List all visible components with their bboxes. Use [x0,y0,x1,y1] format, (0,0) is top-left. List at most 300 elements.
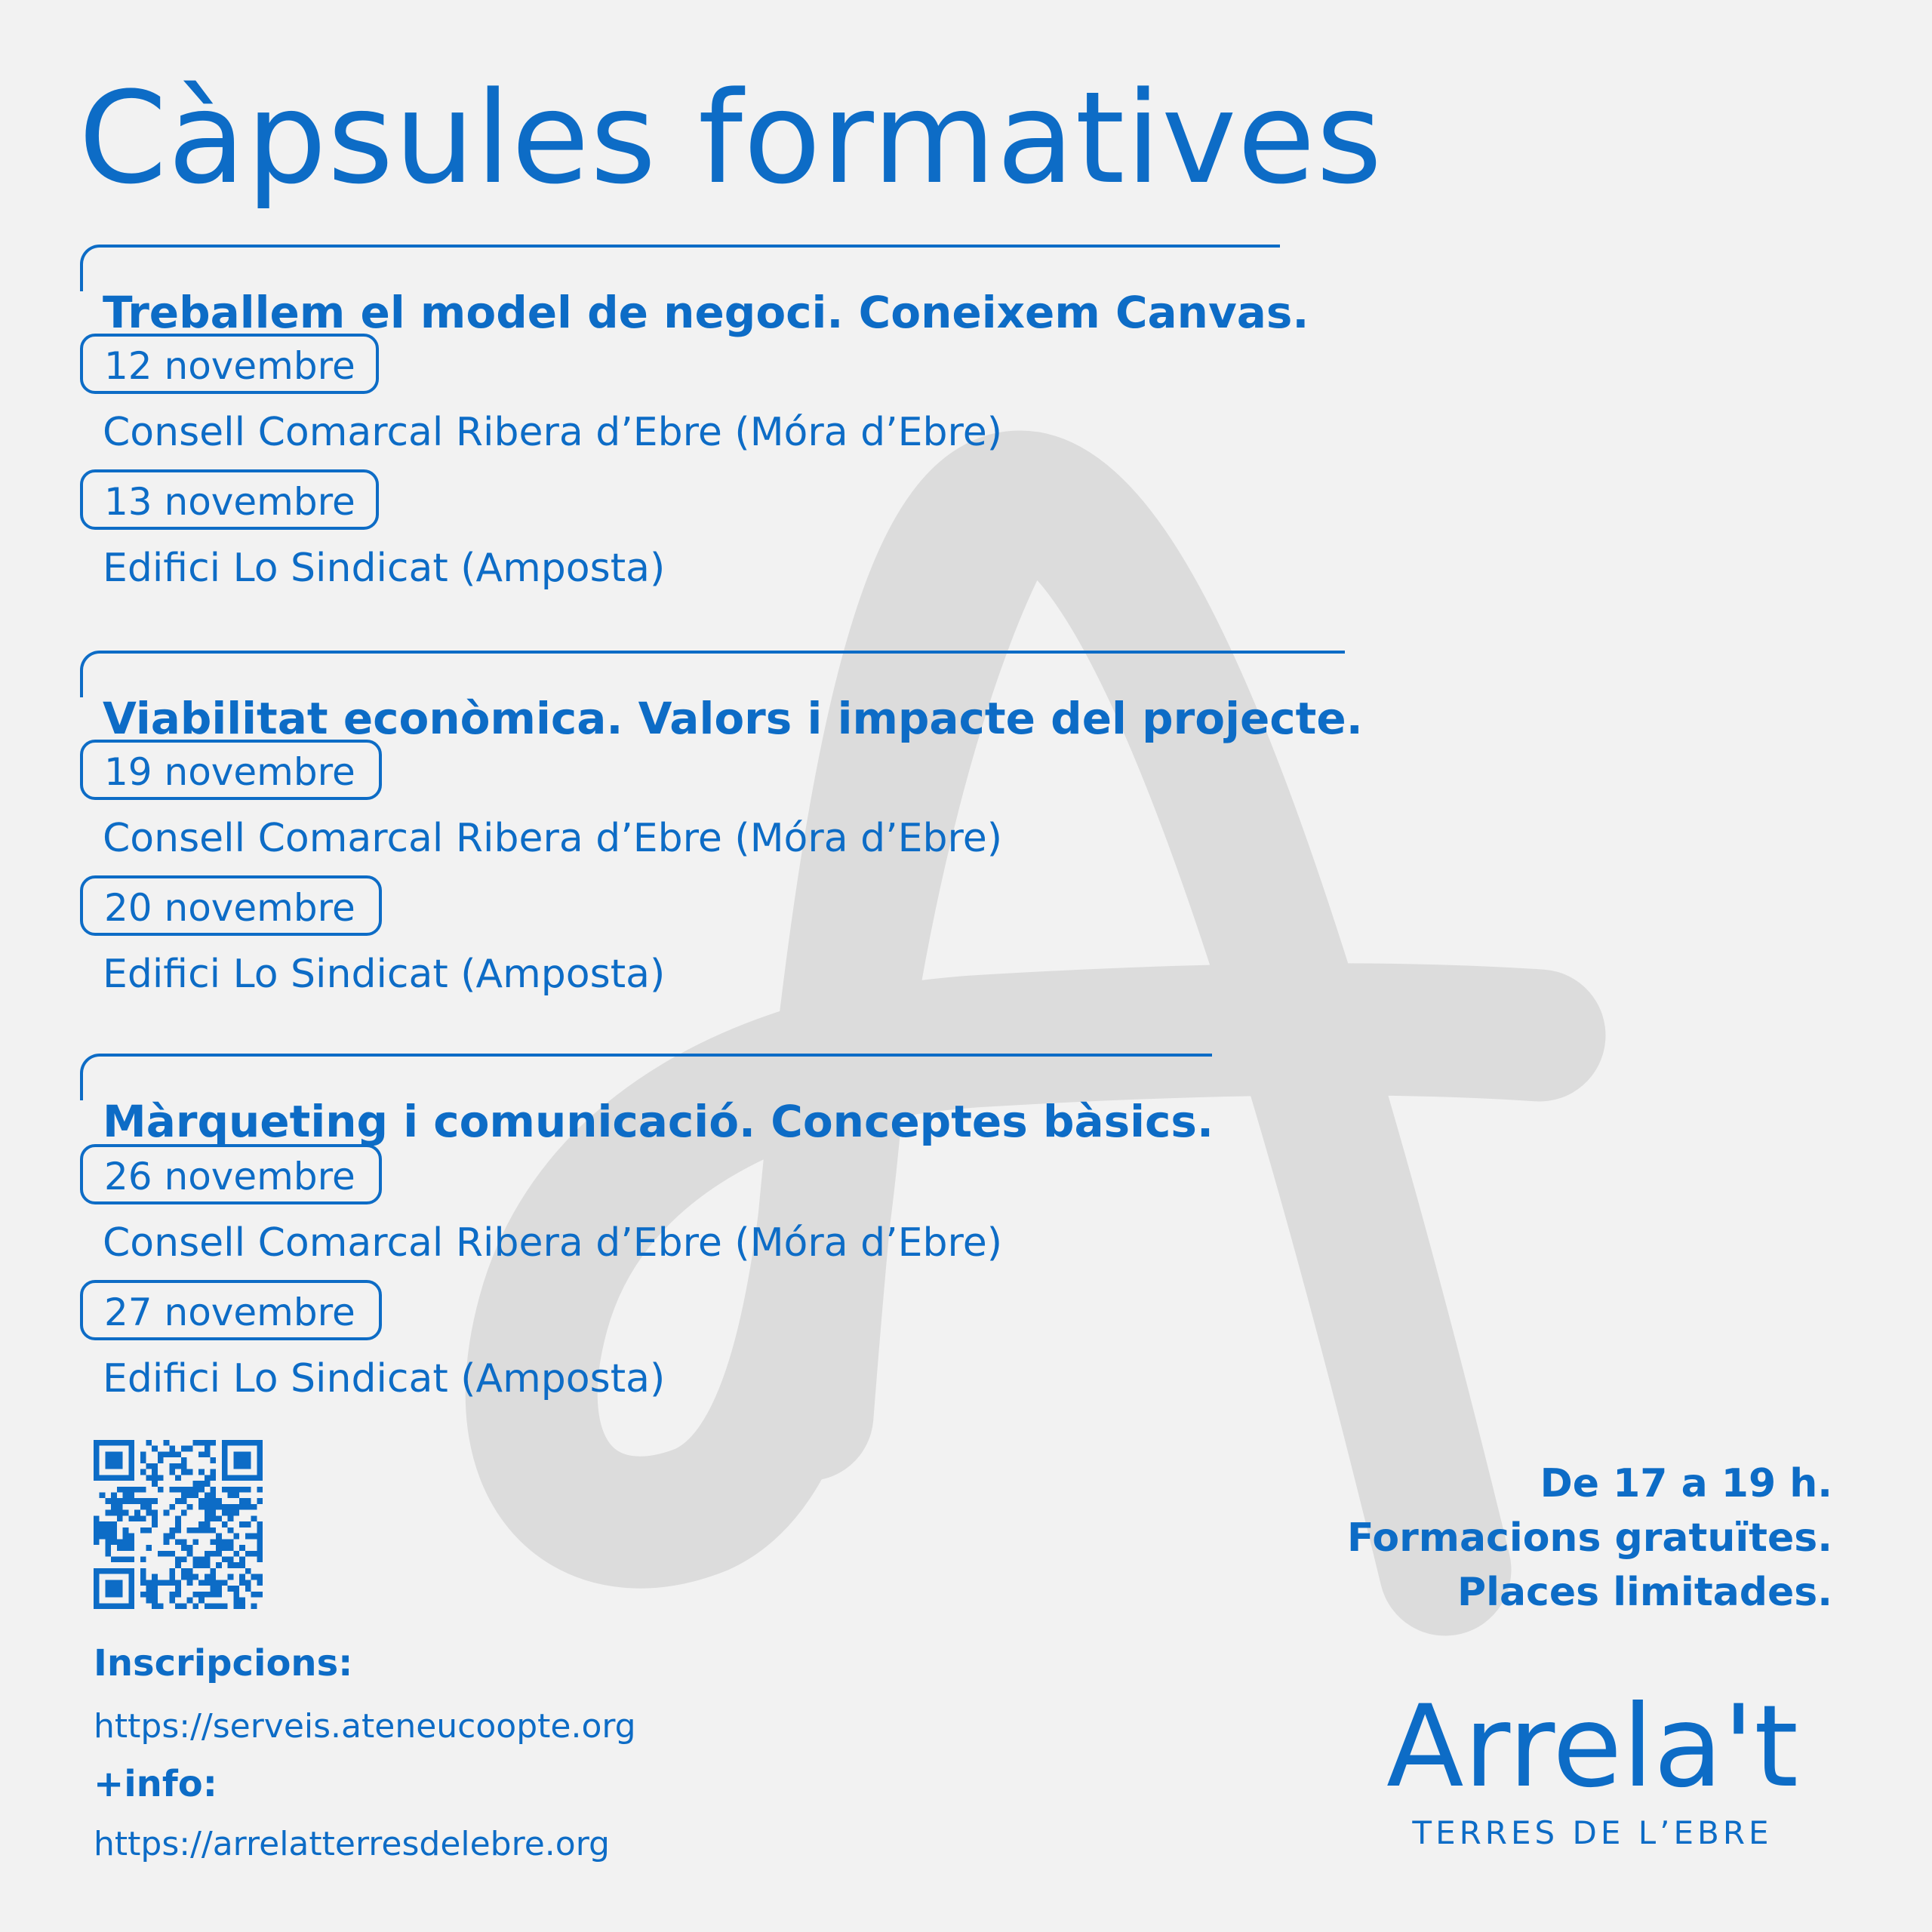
qr-module [257,1475,263,1481]
qr-module [233,1440,239,1446]
qr-module [198,1562,205,1568]
qr-module [192,1440,198,1446]
qr-module [198,1440,205,1446]
qr-module [228,1440,234,1446]
qr-module [222,1457,228,1463]
qr-module [94,1515,100,1521]
qr-module [175,1475,181,1481]
session-title: Viabilitat econòmica. Valors i impacte del projecte. [103,693,1363,744]
qr-module [123,1603,129,1609]
qr-module [239,1440,245,1446]
qr-module [140,1574,146,1580]
qr-module [181,1556,187,1562]
qr-module [146,1598,152,1604]
qr-module [158,1451,164,1457]
qr-module [175,1498,181,1504]
qr-module [205,1451,211,1457]
qr-module [192,1487,198,1493]
qr-module [228,1574,234,1580]
qr-module [205,1562,211,1568]
qr-module [245,1440,251,1446]
qr-module [245,1586,251,1592]
qr-module [210,1603,216,1609]
qr-module [257,1440,263,1446]
qr-module [257,1539,263,1545]
qr-module [111,1580,117,1586]
qr-module [111,1451,117,1457]
qr-module [239,1487,245,1493]
qr-module [257,1463,263,1469]
qr-module [210,1475,216,1481]
qr-module [134,1487,140,1493]
qr-module [152,1498,158,1504]
qr-module [105,1475,111,1481]
qr-module [239,1598,245,1604]
qr-module [128,1534,134,1540]
places-text: Places limitades. [1457,1570,1832,1615]
qr-module [192,1539,198,1545]
qr-module [216,1592,222,1598]
qr-module [257,1574,263,1580]
qr-module [175,1580,181,1586]
qr-module [146,1586,152,1592]
qr-module [169,1580,175,1586]
qr-module [205,1440,211,1446]
qr-module [146,1463,152,1469]
qr-module [205,1498,211,1504]
qr-module [198,1521,205,1527]
qr-module [233,1504,239,1510]
qr-module [111,1493,117,1499]
qr-module [257,1498,263,1504]
qr-module [205,1527,211,1534]
qr-module [123,1545,129,1551]
qr-module [152,1469,158,1475]
qr-module [100,1521,106,1527]
qr-module [205,1510,211,1516]
qr-module [175,1521,181,1527]
qr-module [198,1504,205,1510]
brand-name: Arrela't [1386,1689,1798,1813]
qr-module [205,1551,211,1557]
qr-module [123,1498,129,1504]
qr-module [105,1539,111,1545]
qr-module [228,1556,234,1562]
qr-module [117,1586,123,1592]
page-title: Càpsules formatives [78,64,1383,212]
qr-module [158,1603,164,1609]
qr-module [198,1580,205,1586]
qr-module [117,1463,123,1469]
qr-module [245,1451,251,1457]
qr-module [222,1440,228,1446]
qr-module [152,1515,158,1521]
qr-module [245,1475,251,1481]
date-badge: 26 novembre [80,1144,382,1204]
qr-module [205,1475,211,1481]
qr-module [134,1515,140,1521]
qr-module [245,1568,251,1574]
qr-module [228,1586,234,1592]
qr-module [164,1539,170,1545]
qr-module [128,1487,134,1493]
qr-module [181,1457,187,1463]
qr-module [222,1469,228,1475]
qr-module [146,1580,152,1586]
qr-module [233,1598,239,1604]
qr-module [210,1510,216,1516]
qr-module [105,1551,111,1557]
qr-module [146,1527,152,1534]
qr-module [164,1451,170,1457]
qr-module [111,1534,117,1540]
qr-module [198,1498,205,1504]
qr-module [210,1586,216,1592]
qr-module [169,1463,175,1469]
qr-module [94,1440,100,1446]
qr-module [233,1493,239,1499]
qr-module [251,1515,257,1521]
qr-module [198,1481,205,1487]
qr-module [251,1504,257,1510]
qr-module [222,1504,228,1510]
qr-module [192,1562,198,1568]
qr-module [94,1457,100,1463]
qr-module [94,1603,100,1609]
qr-module [100,1568,106,1574]
qr-module [233,1586,239,1592]
qr-module [251,1551,257,1557]
qr-module [140,1515,146,1521]
qr-module [105,1510,111,1516]
qr-module [239,1562,245,1568]
qr-module [192,1556,198,1562]
qr-module [198,1487,205,1493]
qr-module [169,1469,175,1475]
qr-module [187,1574,193,1580]
qr-module [146,1504,152,1510]
session-title: Màrqueting i comunicació. Conceptes bàsics. [103,1096,1214,1147]
qr-module [233,1457,239,1463]
qr-module [117,1515,123,1521]
qr-module [105,1545,111,1551]
qr-module [228,1545,234,1551]
more-info-link[interactable]: https://arrelatterresdelebre.org [94,1825,610,1863]
qr-module [192,1603,198,1609]
qr-module [111,1504,117,1510]
qr-module [181,1539,187,1545]
qr-module [222,1603,228,1609]
qr-module [245,1521,251,1527]
qr-module [105,1463,111,1469]
qr-module [152,1586,158,1592]
qr-module [128,1515,134,1521]
qr-module [187,1568,193,1574]
qr-module [117,1592,123,1598]
qr-module [123,1440,129,1446]
qr-module [111,1556,117,1562]
qr-module [105,1580,111,1586]
qr-module [239,1603,245,1609]
qr-module [117,1556,123,1562]
qr-module [128,1498,134,1504]
qr-module [216,1515,222,1521]
qr-module [169,1504,175,1510]
qr-module [181,1498,187,1504]
qr-module [117,1487,123,1493]
qr-module [169,1574,175,1580]
qr-module [169,1446,175,1452]
qr-module [169,1592,175,1598]
qr-module [210,1504,216,1510]
registration-link[interactable]: https://serveis.ateneucoopte.org [94,1707,636,1746]
qr-module [175,1562,181,1568]
qr-module [222,1580,228,1586]
qr-module [100,1475,106,1481]
qr-module [210,1568,216,1574]
qr-module [117,1475,123,1481]
qr-module [205,1580,211,1586]
qr-module [210,1469,216,1475]
qr-module [117,1457,123,1463]
qr-module [128,1568,134,1574]
qr-module [210,1515,216,1521]
qr-module [111,1586,117,1592]
qr-module [222,1475,228,1481]
venue-text: Edifici Lo Sindicat (Amposta) [103,952,666,997]
qr-module [140,1457,146,1463]
qr-module [128,1493,134,1499]
qr-module [210,1457,216,1463]
qr-module [152,1446,158,1452]
qr-module [164,1440,170,1446]
qr-module [198,1592,205,1598]
qr-module [128,1586,134,1592]
free-text: Formacions gratuïtes. [1347,1515,1832,1561]
qr-module [140,1568,146,1574]
qr-module [216,1545,222,1551]
qr-module [140,1487,146,1493]
qr-module [210,1592,216,1598]
qr-module [164,1534,170,1540]
qr-module [216,1504,222,1510]
venue-text: Consell Comarcal Ribera d’Ebre (Móra d’Ebre) [103,816,1003,861]
qr-module [140,1504,146,1510]
qr-module [111,1603,117,1609]
qr-module [228,1493,234,1499]
venue-text: Edifici Lo Sindicat (Amposta) [103,546,666,591]
venue-text: Edifici Lo Sindicat (Amposta) [103,1356,666,1401]
brand-subtitle: TERRES DE L’EBRE [1412,1814,1773,1851]
qr-module [175,1515,181,1521]
qr-module [169,1534,175,1540]
qr-module [187,1598,193,1604]
qr-module [222,1545,228,1551]
registration-label: Inscripcions: [94,1642,353,1684]
qr-module [187,1469,193,1475]
qr-module [146,1545,152,1551]
qr-module [192,1493,198,1499]
qr-module [146,1592,152,1598]
qr-module [94,1598,100,1604]
qr-module [123,1493,129,1499]
qr-module [187,1527,193,1534]
qr-module [175,1539,181,1545]
qr-module [198,1556,205,1562]
schedule-text: De 17 a 19 h. [1540,1461,1832,1506]
qr-module [192,1592,198,1598]
qr-module [239,1475,245,1481]
qr-module [181,1574,187,1580]
qr-module [181,1446,187,1452]
qr-module [94,1539,100,1545]
qr-module [210,1440,216,1446]
qr-module [239,1521,245,1527]
qr-module [205,1446,211,1452]
qr-module [233,1534,239,1540]
qr-module [128,1539,134,1545]
qr-module [181,1603,187,1609]
qr-module [128,1603,134,1609]
qr-module [205,1556,211,1562]
qr-module [140,1592,146,1598]
qr-module [152,1598,158,1604]
qr-module [198,1469,205,1475]
qr-module [233,1510,239,1516]
qr-module [123,1510,129,1516]
qr-module [111,1463,117,1469]
date-badge: 13 novembre [80,469,379,530]
qr-module [233,1603,239,1609]
qr-module [257,1527,263,1534]
qr-module [140,1556,146,1562]
qr-module [140,1580,146,1586]
date-badge: 27 novembre [80,1280,382,1340]
qr-module [146,1440,152,1446]
qr-module [245,1580,251,1586]
qr-module [257,1521,263,1527]
qr-module [152,1521,158,1527]
qr-module [239,1463,245,1469]
qr-module [216,1586,222,1592]
qr-module [117,1440,123,1446]
qr-module [251,1475,257,1481]
qr-module [140,1498,146,1504]
qr-module [222,1463,228,1469]
qr-module [94,1586,100,1592]
venue-text: Consell Comarcal Ribera d’Ebre (Móra d’Ebre) [103,410,1003,455]
qr-module [140,1451,146,1457]
qr-module [158,1580,164,1586]
qr-module [105,1592,111,1598]
schedule-info [1347,1457,1832,1620]
qr-module [239,1451,245,1457]
qr-module [222,1487,228,1493]
qr-module [94,1521,100,1527]
qr-module [205,1603,211,1609]
more-info-label: +info: [94,1763,217,1805]
qr-module [146,1510,152,1516]
qr-module [192,1481,198,1487]
qr-module [222,1451,228,1457]
qr-module [210,1551,216,1557]
qr-module [205,1493,211,1499]
qr-module [117,1451,123,1457]
qr-module [158,1487,164,1493]
qr-module [245,1551,251,1557]
qr-module [134,1498,140,1504]
qr-module [245,1498,251,1504]
qr-module [228,1475,234,1481]
qr-module [164,1510,170,1516]
qr-module [216,1580,222,1586]
qr-module [94,1463,100,1469]
qr-module [228,1504,234,1510]
qr-module [187,1580,193,1586]
qr-module [205,1574,211,1580]
qr-module [152,1463,158,1469]
qr-module [251,1574,257,1580]
qr-module [181,1463,187,1469]
qr-module [175,1592,181,1598]
qr-module [210,1498,216,1504]
qr-module [111,1510,117,1516]
qr-module [128,1469,134,1475]
qr-module [111,1527,117,1534]
qr-module [169,1527,175,1534]
qr-module [152,1574,158,1580]
qr-module [222,1556,228,1562]
qr-module [251,1440,257,1446]
qr-module [105,1451,111,1457]
qr-module [210,1527,216,1534]
qr-module [198,1451,205,1457]
qr-module [233,1451,239,1457]
qr-module [140,1469,146,1475]
qr-module [111,1568,117,1574]
qr-module [117,1504,123,1510]
qr-module [187,1493,193,1499]
qr-module [128,1592,134,1598]
qr-module [257,1592,263,1598]
qr-module [245,1487,251,1493]
qr-module [128,1598,134,1604]
qr-module [187,1545,193,1551]
qr-module [228,1510,234,1516]
qr-module [233,1463,239,1469]
qr-module [228,1515,234,1521]
qr-module [181,1493,187,1499]
qr-module [128,1451,134,1457]
qr-module [158,1475,164,1481]
qr-module [128,1475,134,1481]
qr-module [105,1603,111,1609]
qr-module [257,1457,263,1463]
qr-module [94,1446,100,1452]
qr-module [117,1510,123,1516]
qr-code-icon[interactable] [94,1440,263,1609]
qr-module [251,1592,257,1598]
qr-module [111,1498,117,1504]
date-badge: 19 novembre [80,740,382,800]
qr-module [94,1568,100,1574]
qr-module [158,1551,164,1557]
qr-module [94,1451,100,1457]
qr-module [123,1487,129,1493]
qr-module [239,1457,245,1463]
qr-module [228,1527,234,1534]
qr-module [198,1598,205,1604]
